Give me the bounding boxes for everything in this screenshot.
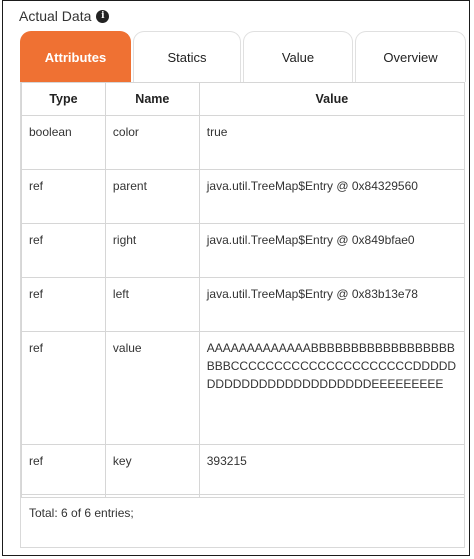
cell-name: key — [105, 445, 199, 498]
tab-bar — [20, 31, 466, 82]
table-row[interactable] — [22, 278, 465, 332]
column-header-name[interactable]: Name — [105, 83, 199, 116]
cell-type: boolean — [22, 116, 106, 170]
section-title: Actual Data — [19, 8, 92, 24]
cell-name: left — [105, 278, 199, 332]
table-row[interactable] — [22, 224, 465, 278]
cell-name: right — [105, 224, 199, 278]
cell-value: true — [199, 116, 464, 170]
attributes-panel — [20, 82, 465, 548]
cell-type: ref — [22, 445, 106, 498]
cell-type: ref — [22, 332, 106, 445]
tab-attributes[interactable]: Attributes — [20, 31, 131, 82]
cell-type: ref — [22, 170, 106, 224]
cell-value: java.util.TreeMap$Entry @ 0x84329560 — [199, 170, 464, 224]
cell-value: AAAAAAAAAAAAABBBBBBBBBBBBBBBBBBBBBCCCCCCCCCCCCCCCCCCCCCDDDDDDDDDDDDDDDDDDDDDDDDEEEEEEEEE — [199, 332, 464, 445]
entries-count: Total: 6 of 6 entries; — [29, 506, 134, 520]
table-footer — [21, 494, 465, 546]
cell-type: ref — [22, 278, 106, 332]
cell-value: java.util.TreeMap$Entry @ 0x849bfae0 — [199, 224, 464, 278]
table-row[interactable] — [22, 170, 465, 224]
tab-value[interactable]: Value — [243, 31, 353, 82]
tab-statics[interactable]: Statics — [133, 31, 241, 82]
tab-overview[interactable]: Overview — [355, 31, 466, 82]
attributes-table — [21, 82, 465, 498]
cell-value: java.util.TreeMap$Entry @ 0x83b13e78 — [199, 278, 464, 332]
column-header-type[interactable]: Type — [22, 83, 106, 116]
cell-type: ref — [22, 224, 106, 278]
column-header-value[interactable]: Value — [199, 83, 464, 116]
cell-name: color — [105, 116, 199, 170]
cell-value: 393215 — [199, 445, 464, 498]
cell-name: value — [105, 332, 199, 445]
table-row[interactable] — [22, 445, 465, 498]
table-row[interactable] — [22, 116, 465, 170]
table-header-row — [22, 83, 465, 116]
table-row[interactable] — [22, 332, 465, 445]
cell-name: parent — [105, 170, 199, 224]
section-header — [19, 8, 109, 24]
info-icon[interactable]: i — [96, 10, 109, 23]
